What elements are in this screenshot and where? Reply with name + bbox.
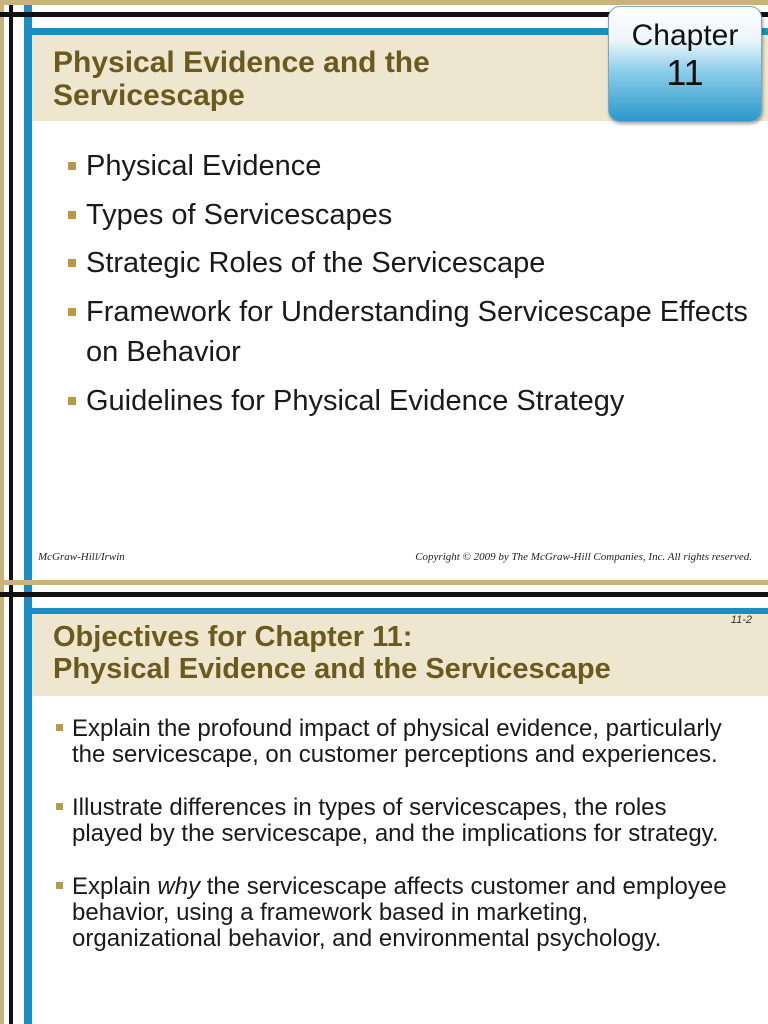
- slide-2: [0, 580, 768, 1024]
- list-item: Framework for Understanding Servicescape Effects on Behavior: [68, 292, 758, 373]
- list-item: Explain why the servicescape affects customer and employee behavior, using a framework based in marketing, organizational behavior, and environmental psychology.: [56, 874, 736, 953]
- bullet-square-icon: [68, 211, 76, 219]
- publisher-footer: McGraw-Hill/Irwin: [38, 551, 125, 563]
- bullet-square-icon: [68, 397, 76, 405]
- list-item: Strategic Roles of the Servicescape: [68, 243, 758, 284]
- frame-left-black: [9, 0, 13, 580]
- list-item: Illustrate differences in types of servicescapes, the roles played by the servicescape, and the implications for strategy.: [56, 795, 736, 848]
- bullet-square-icon: [68, 259, 76, 267]
- chapter-number: 11: [666, 52, 704, 93]
- slide-title: [53, 622, 611, 686]
- title-line-1: Physical Evidence and the: [53, 46, 430, 79]
- copyright-footer: Copyright © 2009 by The McGraw-Hill Companies, Inc. All rights reserved.: [415, 551, 752, 563]
- title-line-2: Servicescape: [53, 79, 245, 112]
- objectives-list: [56, 716, 736, 953]
- list-item: Physical Evidence: [68, 146, 758, 187]
- list-item: Types of Servicescapes: [68, 195, 758, 236]
- emphasis-why: why: [157, 872, 201, 900]
- frame-left-tan: [0, 0, 4, 580]
- title-line-1: Objectives for Chapter 11:: [53, 621, 413, 653]
- frame-top-tan: [0, 0, 768, 5]
- frame-left-blue: [24, 0, 32, 580]
- list-item: Explain the profound impact of physical evidence, particularly the servicescape, on customer perceptions and experiences.: [56, 716, 736, 769]
- frame-top-black: [0, 592, 768, 597]
- title-line-2: Physical Evidence and the Servicescape: [53, 652, 611, 685]
- frame-left-blue: [24, 580, 32, 1024]
- list-item: Guidelines for Physical Evidence Strategy: [68, 381, 758, 422]
- frame-top-tan: [0, 580, 768, 585]
- chapter-badge: [608, 6, 762, 122]
- bullet-square-icon: [56, 724, 63, 731]
- slide-title: [53, 46, 430, 112]
- bullet-square-icon: [56, 882, 63, 889]
- page-number: 11-2: [730, 614, 752, 626]
- frame-left-tan: [0, 580, 4, 1024]
- bullet-square-icon: [68, 308, 76, 316]
- bullet-square-icon: [56, 803, 63, 810]
- bullet-square-icon: [68, 162, 76, 170]
- frame-left-black: [9, 580, 13, 1024]
- chapter-label: Chapter: [631, 19, 739, 52]
- topic-list: [68, 146, 758, 430]
